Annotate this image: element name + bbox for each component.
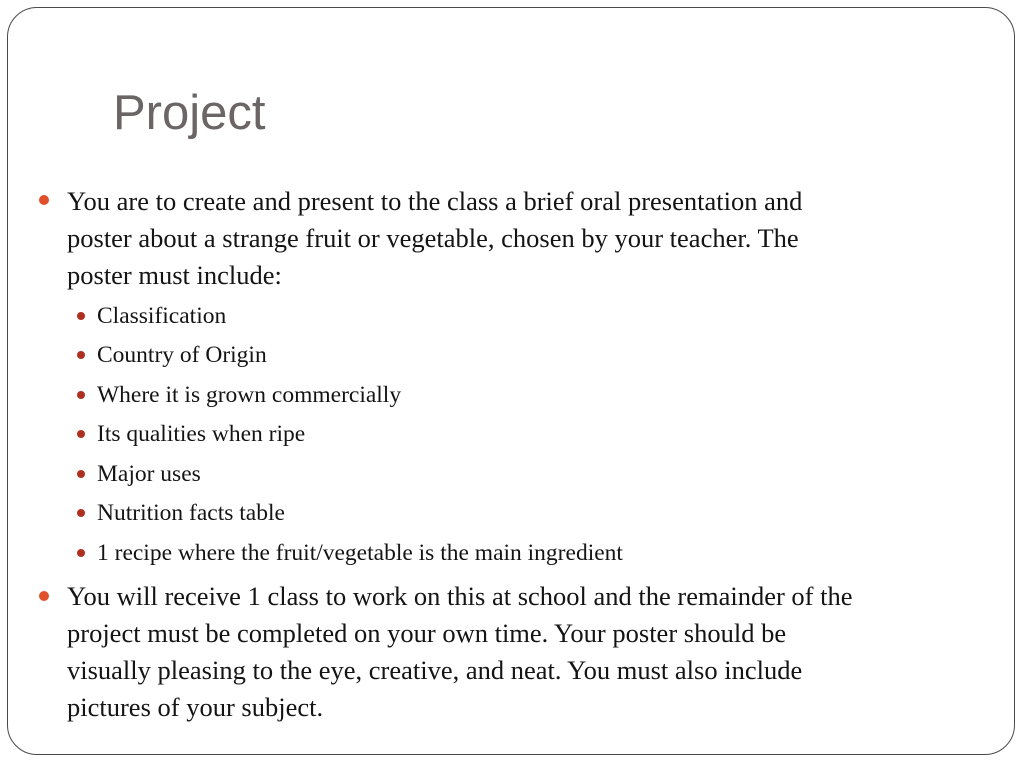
slide-title: Project bbox=[113, 86, 266, 140]
sub-bullet-dot-icon bbox=[77, 509, 85, 517]
bullet-text-line: poster about a strange fruit or vegetable, chosen by your teacher. The bbox=[67, 223, 799, 253]
bullet-dot-icon bbox=[39, 195, 49, 205]
bullet-text-line: project must be completed on your own time. Your poster should be bbox=[67, 618, 787, 648]
sub-bullet-dot-icon bbox=[77, 430, 85, 438]
sub-bullet-dot-icon bbox=[77, 470, 85, 478]
sub-bullet-dot-icon bbox=[77, 312, 85, 320]
sub-item-grown-commercially: Where it is grown commercially bbox=[97, 382, 402, 408]
sub-item-major-uses: Major uses bbox=[97, 461, 201, 487]
sub-item-nutrition-facts: Nutrition facts table bbox=[97, 500, 285, 526]
bullet-item-1 bbox=[67, 183, 802, 294]
bullet-item-2 bbox=[67, 578, 853, 726]
bullet-dot-icon bbox=[39, 591, 49, 601]
sub-item-qualities-when-ripe: Its qualities when ripe bbox=[97, 421, 306, 447]
bullet-text-line: poster must include: bbox=[67, 260, 282, 290]
sub-item-classification: Classification bbox=[97, 303, 227, 329]
sub-bullet-dot-icon bbox=[77, 549, 85, 557]
sub-item-country-of-origin: Country of Origin bbox=[97, 342, 267, 368]
sub-bullet-dot-icon bbox=[77, 351, 85, 359]
bullet-text-line: pictures of your subject. bbox=[67, 692, 324, 722]
bullet-text-line: You will receive 1 class to work on this at school and the remainder of the bbox=[67, 581, 853, 611]
bullet-text-line: visually pleasing to the eye, creative, and neat. You must also include bbox=[67, 655, 803, 685]
sub-bullet-dot-icon bbox=[77, 391, 85, 399]
bullet-text-line: You are to create and present to the class a brief oral presentation and bbox=[67, 186, 803, 216]
sub-item-recipe: 1 recipe where the fruit/vegetable is the main ingredient bbox=[97, 540, 623, 566]
